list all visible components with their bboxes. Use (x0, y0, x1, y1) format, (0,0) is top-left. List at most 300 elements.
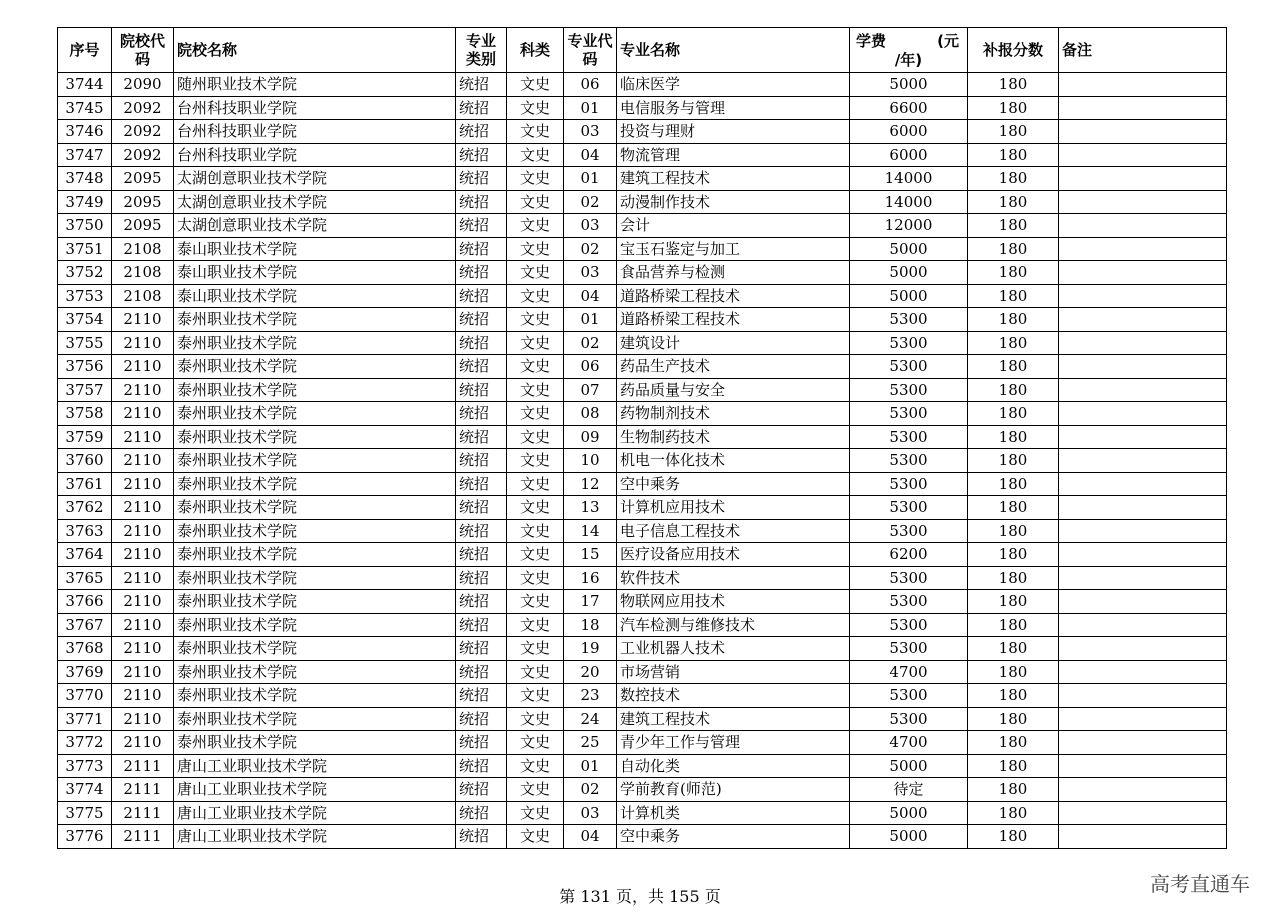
cell-school-code: 2110 (112, 637, 174, 661)
cell-min-score: 180 (968, 190, 1059, 214)
cell-seq: 3762 (58, 496, 112, 520)
cell-seq: 3776 (58, 825, 112, 849)
cell-seq: 3772 (58, 731, 112, 755)
cell-min-score: 180 (968, 472, 1059, 496)
cell-school-name: 太湖创意职业技术学院 (174, 167, 456, 191)
table-row (58, 73, 1227, 97)
cell-subject: 文史 (507, 449, 564, 473)
cell-tuition: 6200 (850, 543, 968, 567)
table-row (58, 801, 1227, 825)
cell-note (1059, 825, 1227, 849)
cell-subject: 文史 (507, 331, 564, 355)
cell-tuition: 5000 (850, 261, 968, 285)
cell-subject: 文史 (507, 261, 564, 285)
cell-note (1059, 284, 1227, 308)
cell-major-category: 统招 (456, 660, 507, 684)
cell-major-category: 统招 (456, 778, 507, 802)
cell-major-code: 03 (564, 801, 617, 825)
cell-note (1059, 566, 1227, 590)
table-row (58, 519, 1227, 543)
table-row (58, 496, 1227, 520)
header-school-name: 院校名称 (174, 28, 456, 73)
table-row (58, 707, 1227, 731)
cell-min-score: 180 (968, 801, 1059, 825)
cell-major-category: 统招 (456, 707, 507, 731)
cell-subject: 文史 (507, 496, 564, 520)
cell-seq: 3773 (58, 754, 112, 778)
cell-major-code: 23 (564, 684, 617, 708)
cell-min-score: 180 (968, 449, 1059, 473)
cell-major-category: 统招 (456, 143, 507, 167)
cell-seq: 3744 (58, 73, 112, 97)
cell-major-code: 16 (564, 566, 617, 590)
cell-major-name: 空中乘务 (617, 825, 850, 849)
cell-subject: 文史 (507, 778, 564, 802)
cell-major-name: 投资与理财 (617, 120, 850, 144)
cell-tuition: 5300 (850, 378, 968, 402)
cell-school-name: 泰州职业技术学院 (174, 425, 456, 449)
cell-school-code: 2111 (112, 778, 174, 802)
cell-subject: 文史 (507, 566, 564, 590)
cell-note (1059, 331, 1227, 355)
cell-major-category: 统招 (456, 801, 507, 825)
cell-major-category: 统招 (456, 731, 507, 755)
cell-note (1059, 120, 1227, 144)
cell-major-category: 统招 (456, 308, 507, 332)
cell-tuition: 5300 (850, 590, 968, 614)
header-seq: 序号 (58, 28, 112, 73)
cell-major-name: 宝玉石鉴定与加工 (617, 237, 850, 261)
cell-school-code: 2110 (112, 519, 174, 543)
cell-tuition: 14000 (850, 190, 968, 214)
cell-major-name: 食品营养与检测 (617, 261, 850, 285)
cell-major-name: 会计 (617, 214, 850, 238)
cell-seq: 3766 (58, 590, 112, 614)
cell-tuition: 5300 (850, 425, 968, 449)
table-row (58, 660, 1227, 684)
admission-table (57, 27, 1227, 849)
cell-school-name: 泰州职业技术学院 (174, 472, 456, 496)
cell-major-category: 统招 (456, 355, 507, 379)
cell-min-score: 180 (968, 425, 1059, 449)
cell-school-name: 台州科技职业学院 (174, 96, 456, 120)
cell-subject: 文史 (507, 120, 564, 144)
cell-min-score: 180 (968, 284, 1059, 308)
cell-tuition: 5300 (850, 496, 968, 520)
cell-school-code: 2095 (112, 167, 174, 191)
cell-school-code: 2111 (112, 801, 174, 825)
table-row (58, 120, 1227, 144)
cell-school-code: 2110 (112, 355, 174, 379)
cell-tuition: 5000 (850, 237, 968, 261)
cell-school-name: 泰州职业技术学院 (174, 566, 456, 590)
cell-major-category: 统招 (456, 637, 507, 661)
cell-subject: 文史 (507, 754, 564, 778)
cell-subject: 文史 (507, 214, 564, 238)
cell-tuition: 5300 (850, 684, 968, 708)
cell-tuition: 5000 (850, 284, 968, 308)
cell-tuition: 4700 (850, 660, 968, 684)
cell-major-category: 统招 (456, 449, 507, 473)
table-row (58, 543, 1227, 567)
cell-major-category: 统招 (456, 684, 507, 708)
cell-subject: 文史 (507, 731, 564, 755)
cell-school-name: 泰州职业技术学院 (174, 637, 456, 661)
cell-subject: 文史 (507, 590, 564, 614)
cell-school-code: 2092 (112, 143, 174, 167)
cell-major-name: 建筑工程技术 (617, 167, 850, 191)
cell-tuition: 5300 (850, 707, 968, 731)
cell-note (1059, 637, 1227, 661)
cell-seq: 3768 (58, 637, 112, 661)
cell-school-name: 泰州职业技术学院 (174, 590, 456, 614)
cell-seq: 3771 (58, 707, 112, 731)
cell-subject: 文史 (507, 801, 564, 825)
cell-min-score: 180 (968, 778, 1059, 802)
cell-major-code: 01 (564, 754, 617, 778)
cell-subject: 文史 (507, 684, 564, 708)
cell-tuition: 5300 (850, 519, 968, 543)
cell-min-score: 180 (968, 825, 1059, 849)
cell-seq: 3748 (58, 167, 112, 191)
table-row (58, 261, 1227, 285)
header-tuition (850, 28, 968, 73)
cell-tuition: 5300 (850, 331, 968, 355)
cell-school-code: 2110 (112, 590, 174, 614)
cell-major-code: 18 (564, 613, 617, 637)
cell-seq: 3761 (58, 472, 112, 496)
table-row (58, 472, 1227, 496)
cell-note (1059, 731, 1227, 755)
cell-min-score: 180 (968, 402, 1059, 426)
header-major-category: 专业类别 (456, 28, 507, 73)
cell-note (1059, 143, 1227, 167)
cell-major-name: 物流管理 (617, 143, 850, 167)
cell-subject: 文史 (507, 167, 564, 191)
cell-major-name: 市场营销 (617, 660, 850, 684)
cell-note (1059, 425, 1227, 449)
cell-note (1059, 496, 1227, 520)
cell-school-name: 太湖创意职业技术学院 (174, 190, 456, 214)
cell-seq: 3758 (58, 402, 112, 426)
cell-seq: 3775 (58, 801, 112, 825)
table-row (58, 237, 1227, 261)
cell-tuition: 5300 (850, 355, 968, 379)
cell-major-category: 统招 (456, 284, 507, 308)
cell-major-name: 建筑工程技术 (617, 707, 850, 731)
cell-tuition: 5000 (850, 73, 968, 97)
cell-school-code: 2092 (112, 120, 174, 144)
cell-school-code: 2095 (112, 214, 174, 238)
cell-note (1059, 378, 1227, 402)
cell-major-name: 物联网应用技术 (617, 590, 850, 614)
cell-subject: 文史 (507, 284, 564, 308)
cell-tuition: 4700 (850, 731, 968, 755)
cell-school-name: 泰州职业技术学院 (174, 707, 456, 731)
cell-major-name: 临床医学 (617, 73, 850, 97)
cell-major-name: 生物制药技术 (617, 425, 850, 449)
cell-subject: 文史 (507, 613, 564, 637)
cell-major-name: 空中乘务 (617, 472, 850, 496)
cell-major-category: 统招 (456, 190, 507, 214)
cell-note (1059, 660, 1227, 684)
table-row (58, 778, 1227, 802)
cell-note (1059, 449, 1227, 473)
cell-school-code: 2110 (112, 731, 174, 755)
table-row (58, 190, 1227, 214)
cell-tuition: 5000 (850, 801, 968, 825)
header-tuition-unit-a: (元 (937, 32, 959, 50)
cell-note (1059, 355, 1227, 379)
cell-subject: 文史 (507, 143, 564, 167)
cell-major-code: 17 (564, 590, 617, 614)
cell-school-code: 2095 (112, 190, 174, 214)
cell-tuition: 5300 (850, 566, 968, 590)
header-subject: 科类 (507, 28, 564, 73)
cell-major-code: 06 (564, 355, 617, 379)
cell-min-score: 180 (968, 331, 1059, 355)
cell-min-score: 180 (968, 660, 1059, 684)
cell-major-name: 道路桥梁工程技术 (617, 308, 850, 332)
cell-min-score: 180 (968, 731, 1059, 755)
cell-major-name: 软件技术 (617, 566, 850, 590)
cell-subject: 文史 (507, 519, 564, 543)
cell-min-score: 180 (968, 120, 1059, 144)
cell-major-category: 统招 (456, 237, 507, 261)
cell-major-category: 统招 (456, 214, 507, 238)
cell-seq: 3756 (58, 355, 112, 379)
cell-school-name: 太湖创意职业技术学院 (174, 214, 456, 238)
cell-school-name: 泰州职业技术学院 (174, 613, 456, 637)
cell-subject: 文史 (507, 472, 564, 496)
table-row (58, 355, 1227, 379)
cell-school-code: 2110 (112, 331, 174, 355)
cell-major-code: 04 (564, 143, 617, 167)
cell-note (1059, 214, 1227, 238)
cell-major-category: 统招 (456, 825, 507, 849)
cell-min-score: 180 (968, 167, 1059, 191)
cell-seq: 3751 (58, 237, 112, 261)
table-row (58, 731, 1227, 755)
cell-tuition: 6600 (850, 96, 968, 120)
cell-major-code: 02 (564, 331, 617, 355)
cell-tuition: 5300 (850, 472, 968, 496)
table-row (58, 378, 1227, 402)
cell-major-code: 20 (564, 660, 617, 684)
cell-min-score: 180 (968, 73, 1059, 97)
cell-note (1059, 402, 1227, 426)
header-school-code: 院校代码 (112, 28, 174, 73)
cell-major-name: 汽车检测与维修技术 (617, 613, 850, 637)
cell-major-code: 13 (564, 496, 617, 520)
table-row (58, 637, 1227, 661)
cell-min-score: 180 (968, 590, 1059, 614)
cell-seq: 3755 (58, 331, 112, 355)
cell-school-name: 泰州职业技术学院 (174, 378, 456, 402)
cell-major-code: 04 (564, 284, 617, 308)
header-note: 备注 (1059, 28, 1227, 73)
table-body (58, 73, 1227, 849)
cell-note (1059, 237, 1227, 261)
cell-seq: 3752 (58, 261, 112, 285)
cell-major-name: 计算机类 (617, 801, 850, 825)
cell-min-score: 180 (968, 143, 1059, 167)
cell-school-name: 台州科技职业学院 (174, 120, 456, 144)
cell-school-name: 泰州职业技术学院 (174, 355, 456, 379)
cell-major-code: 10 (564, 449, 617, 473)
header-min-score: 补报分数 (968, 28, 1059, 73)
cell-major-name: 数控技术 (617, 684, 850, 708)
cell-major-category: 统招 (456, 73, 507, 97)
cell-school-code: 2110 (112, 613, 174, 637)
cell-major-category: 统招 (456, 754, 507, 778)
cell-major-code: 02 (564, 190, 617, 214)
cell-school-code: 2108 (112, 237, 174, 261)
table-row (58, 96, 1227, 120)
cell-subject: 文史 (507, 96, 564, 120)
table-row (58, 425, 1227, 449)
cell-major-name: 药品质量与安全 (617, 378, 850, 402)
cell-min-score: 180 (968, 543, 1059, 567)
cell-major-name: 机电一体化技术 (617, 449, 850, 473)
table-row (58, 449, 1227, 473)
cell-school-code: 2110 (112, 425, 174, 449)
cell-note (1059, 801, 1227, 825)
cell-subject: 文史 (507, 637, 564, 661)
cell-subject: 文史 (507, 73, 564, 97)
cell-school-name: 泰州职业技术学院 (174, 449, 456, 473)
cell-subject: 文史 (507, 425, 564, 449)
cell-subject: 文史 (507, 308, 564, 332)
cell-seq: 3754 (58, 308, 112, 332)
cell-major-code: 06 (564, 73, 617, 97)
cell-school-code: 2110 (112, 472, 174, 496)
cell-note (1059, 684, 1227, 708)
cell-major-category: 统招 (456, 519, 507, 543)
cell-school-code: 2111 (112, 825, 174, 849)
cell-min-score: 180 (968, 96, 1059, 120)
cell-seq: 3749 (58, 190, 112, 214)
cell-school-name: 泰山职业技术学院 (174, 284, 456, 308)
cell-major-category: 统招 (456, 402, 507, 426)
cell-major-category: 统招 (456, 261, 507, 285)
cell-school-name: 泰州职业技术学院 (174, 402, 456, 426)
cell-tuition: 6000 (850, 143, 968, 167)
header-major-name: 专业名称 (617, 28, 850, 73)
cell-major-code: 08 (564, 402, 617, 426)
cell-school-code: 2110 (112, 308, 174, 332)
cell-min-score: 180 (968, 637, 1059, 661)
cell-major-name: 电信服务与管理 (617, 96, 850, 120)
cell-seq: 3747 (58, 143, 112, 167)
cell-major-code: 19 (564, 637, 617, 661)
cell-school-code: 2110 (112, 449, 174, 473)
cell-subject: 文史 (507, 660, 564, 684)
table-row (58, 402, 1227, 426)
cell-school-code: 2108 (112, 261, 174, 285)
cell-school-code: 2110 (112, 378, 174, 402)
cell-major-code: 01 (564, 308, 617, 332)
cell-school-name: 泰州职业技术学院 (174, 660, 456, 684)
cell-major-name: 建筑设计 (617, 331, 850, 355)
cell-major-code: 03 (564, 261, 617, 285)
cell-seq: 3769 (58, 660, 112, 684)
cell-school-code: 2090 (112, 73, 174, 97)
cell-note (1059, 613, 1227, 637)
table-row (58, 825, 1227, 849)
cell-note (1059, 96, 1227, 120)
cell-min-score: 180 (968, 707, 1059, 731)
table-row (58, 566, 1227, 590)
table-row (58, 284, 1227, 308)
cell-note (1059, 472, 1227, 496)
table-row (58, 754, 1227, 778)
cell-school-code: 2110 (112, 543, 174, 567)
cell-min-score: 180 (968, 496, 1059, 520)
cell-school-code: 2110 (112, 707, 174, 731)
cell-major-code: 02 (564, 237, 617, 261)
cell-min-score: 180 (968, 566, 1059, 590)
cell-major-code: 07 (564, 378, 617, 402)
cell-min-score: 180 (968, 308, 1059, 332)
table-row (58, 167, 1227, 191)
cell-min-score: 180 (968, 754, 1059, 778)
cell-seq: 3759 (58, 425, 112, 449)
cell-school-code: 2110 (112, 402, 174, 426)
cell-school-name: 唐山工业职业技术学院 (174, 801, 456, 825)
cell-major-category: 统招 (456, 543, 507, 567)
cell-school-code: 2108 (112, 284, 174, 308)
cell-subject: 文史 (507, 355, 564, 379)
cell-major-category: 统招 (456, 167, 507, 191)
header-row (58, 28, 1227, 73)
cell-tuition: 5300 (850, 637, 968, 661)
cell-school-name: 随州职业技术学院 (174, 73, 456, 97)
cell-school-name: 台州科技职业学院 (174, 143, 456, 167)
cell-major-name: 药物制剂技术 (617, 402, 850, 426)
cell-school-name: 泰州职业技术学院 (174, 543, 456, 567)
cell-school-name: 泰州职业技术学院 (174, 496, 456, 520)
cell-seq: 3767 (58, 613, 112, 637)
cell-note (1059, 543, 1227, 567)
cell-tuition: 待定 (850, 778, 968, 802)
cell-major-category: 统招 (456, 378, 507, 402)
watermark-logo: 高考直通车 (1150, 872, 1250, 896)
cell-tuition: 5300 (850, 308, 968, 332)
cell-tuition: 5300 (850, 613, 968, 637)
cell-subject: 文史 (507, 237, 564, 261)
cell-school-code: 2110 (112, 660, 174, 684)
cell-note (1059, 754, 1227, 778)
cell-seq: 3746 (58, 120, 112, 144)
cell-school-name: 唐山工业职业技术学院 (174, 825, 456, 849)
cell-school-code: 2092 (112, 96, 174, 120)
cell-seq: 3753 (58, 284, 112, 308)
cell-major-name: 计算机应用技术 (617, 496, 850, 520)
cell-major-code: 04 (564, 825, 617, 849)
cell-major-code: 09 (564, 425, 617, 449)
cell-major-code: 01 (564, 167, 617, 191)
cell-seq: 3750 (58, 214, 112, 238)
cell-note (1059, 778, 1227, 802)
cell-major-name: 药品生产技术 (617, 355, 850, 379)
cell-school-name: 泰州职业技术学院 (174, 308, 456, 332)
cell-seq: 3770 (58, 684, 112, 708)
cell-min-score: 180 (968, 613, 1059, 637)
cell-note (1059, 73, 1227, 97)
cell-major-code: 12 (564, 472, 617, 496)
cell-min-score: 180 (968, 378, 1059, 402)
